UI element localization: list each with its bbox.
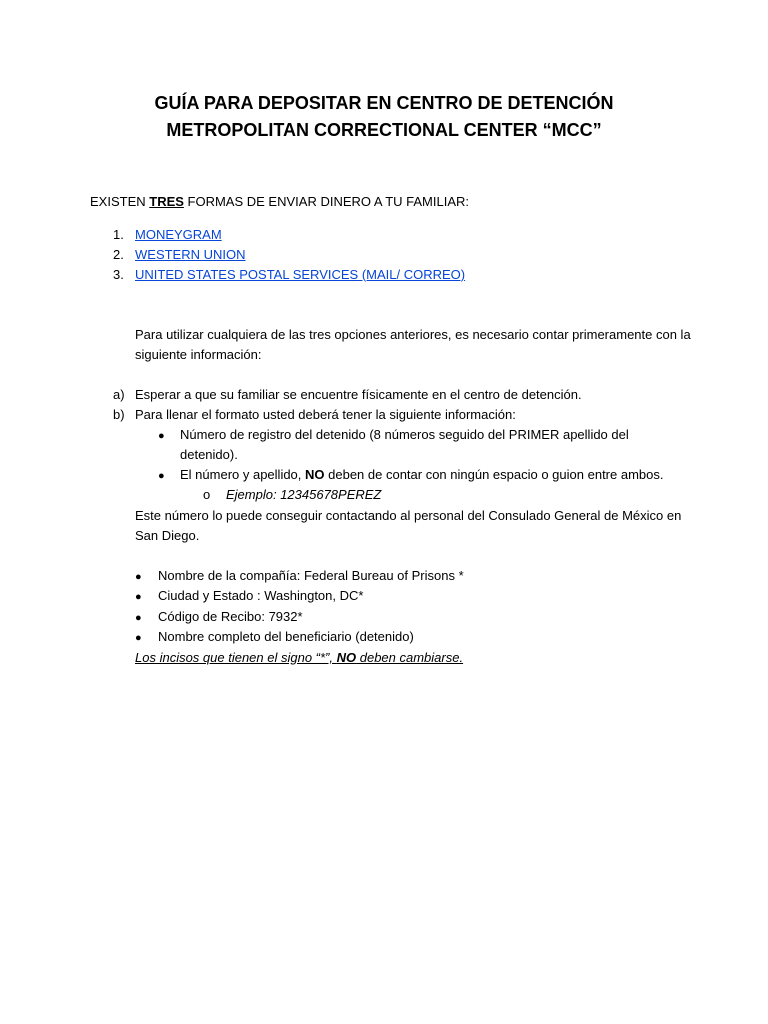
para1-line-2: siguiente información:: [135, 347, 262, 362]
method-marker-1: 1.: [113, 227, 124, 242]
page-title-line-1: GUÍA PARA DEPOSITAR EN CENTRO DE DETENCIÓN: [154, 93, 614, 113]
sub-bullet2-suffix: deben de contar con ningún espacio o guion entre ambos.: [324, 467, 664, 482]
step-b-text: Para llenar el formato usted deberá tener la siguiente información:: [135, 407, 516, 422]
para1-line-1: Para utilizar cualquiera de las tres opciones anteriores, es necesario contar primeramente con la: [135, 327, 691, 342]
consulate-line-1: Este número lo puede conseguir contactando al personal del Consulado General de México en: [135, 508, 682, 523]
sub-bullet2: [180, 465, 663, 485]
sub-bullet1-line-2: detenido).: [180, 447, 238, 462]
intro-prefix: EXISTEN: [90, 194, 150, 209]
method-marker-3: 3.: [113, 267, 124, 282]
sub-bullet2-prefix: El número y apellido,: [180, 467, 306, 482]
sub-bullet1-line-1: Número de registro del detenido (8 números seguido del PRIMER apellido del: [180, 427, 629, 442]
bullet-icon: ●: [135, 571, 142, 583]
example-text: Ejemplo: 12345678PEREZ: [226, 487, 382, 502]
detail-receipt-code: Código de Recibo: 7932*: [158, 609, 303, 624]
footnote: [135, 648, 463, 668]
step-a-text: Esperar a que su familiar se encuentre físicamente en el centro de detención.: [135, 387, 582, 402]
intro-suffix: FORMAS DE ENVIAR DINERO A TU FAMILIAR:: [183, 194, 470, 209]
consulate-line-2: San Diego.: [135, 528, 200, 543]
intro-text: [90, 192, 469, 212]
method-link-western-union[interactable]: WESTERN UNION: [135, 247, 246, 262]
detail-beneficiary: Nombre completo del beneficiario (detenido): [158, 629, 414, 644]
page-title-line-2: METROPOLITAN CORRECTIONAL CENTER “MCC”: [166, 120, 602, 140]
method-link-usps[interactable]: UNITED STATES POSTAL SERVICES (MAIL/ CORREO): [135, 267, 466, 282]
bullet-icon: ●: [135, 612, 142, 624]
sub-bullet2-emphasis: NO: [305, 467, 325, 482]
footnote-emphasis: NO: [336, 650, 357, 665]
detail-company: Nombre de la compañía: Federal Bureau of Prisons *: [158, 568, 464, 583]
bullet-icon: ●: [135, 591, 142, 603]
step-marker-b: b): [113, 407, 125, 422]
bullet-icon: ●: [158, 430, 165, 442]
detail-city-state: Ciudad y Estado : Washington, DC*: [158, 588, 364, 603]
method-link-moneygram[interactable]: MONEYGRAM: [135, 227, 222, 242]
step-marker-a: a): [113, 387, 125, 402]
footnote-prefix: Los incisos que tienen el signo “*”,: [135, 650, 337, 665]
example-marker: o: [203, 487, 211, 502]
method-marker-2: 2.: [113, 247, 124, 262]
intro-emphasis: TRES: [149, 194, 184, 209]
footnote-suffix: deben cambiarse.: [356, 650, 464, 665]
bullet-icon: ●: [135, 632, 142, 644]
bullet-icon: ●: [158, 470, 165, 482]
